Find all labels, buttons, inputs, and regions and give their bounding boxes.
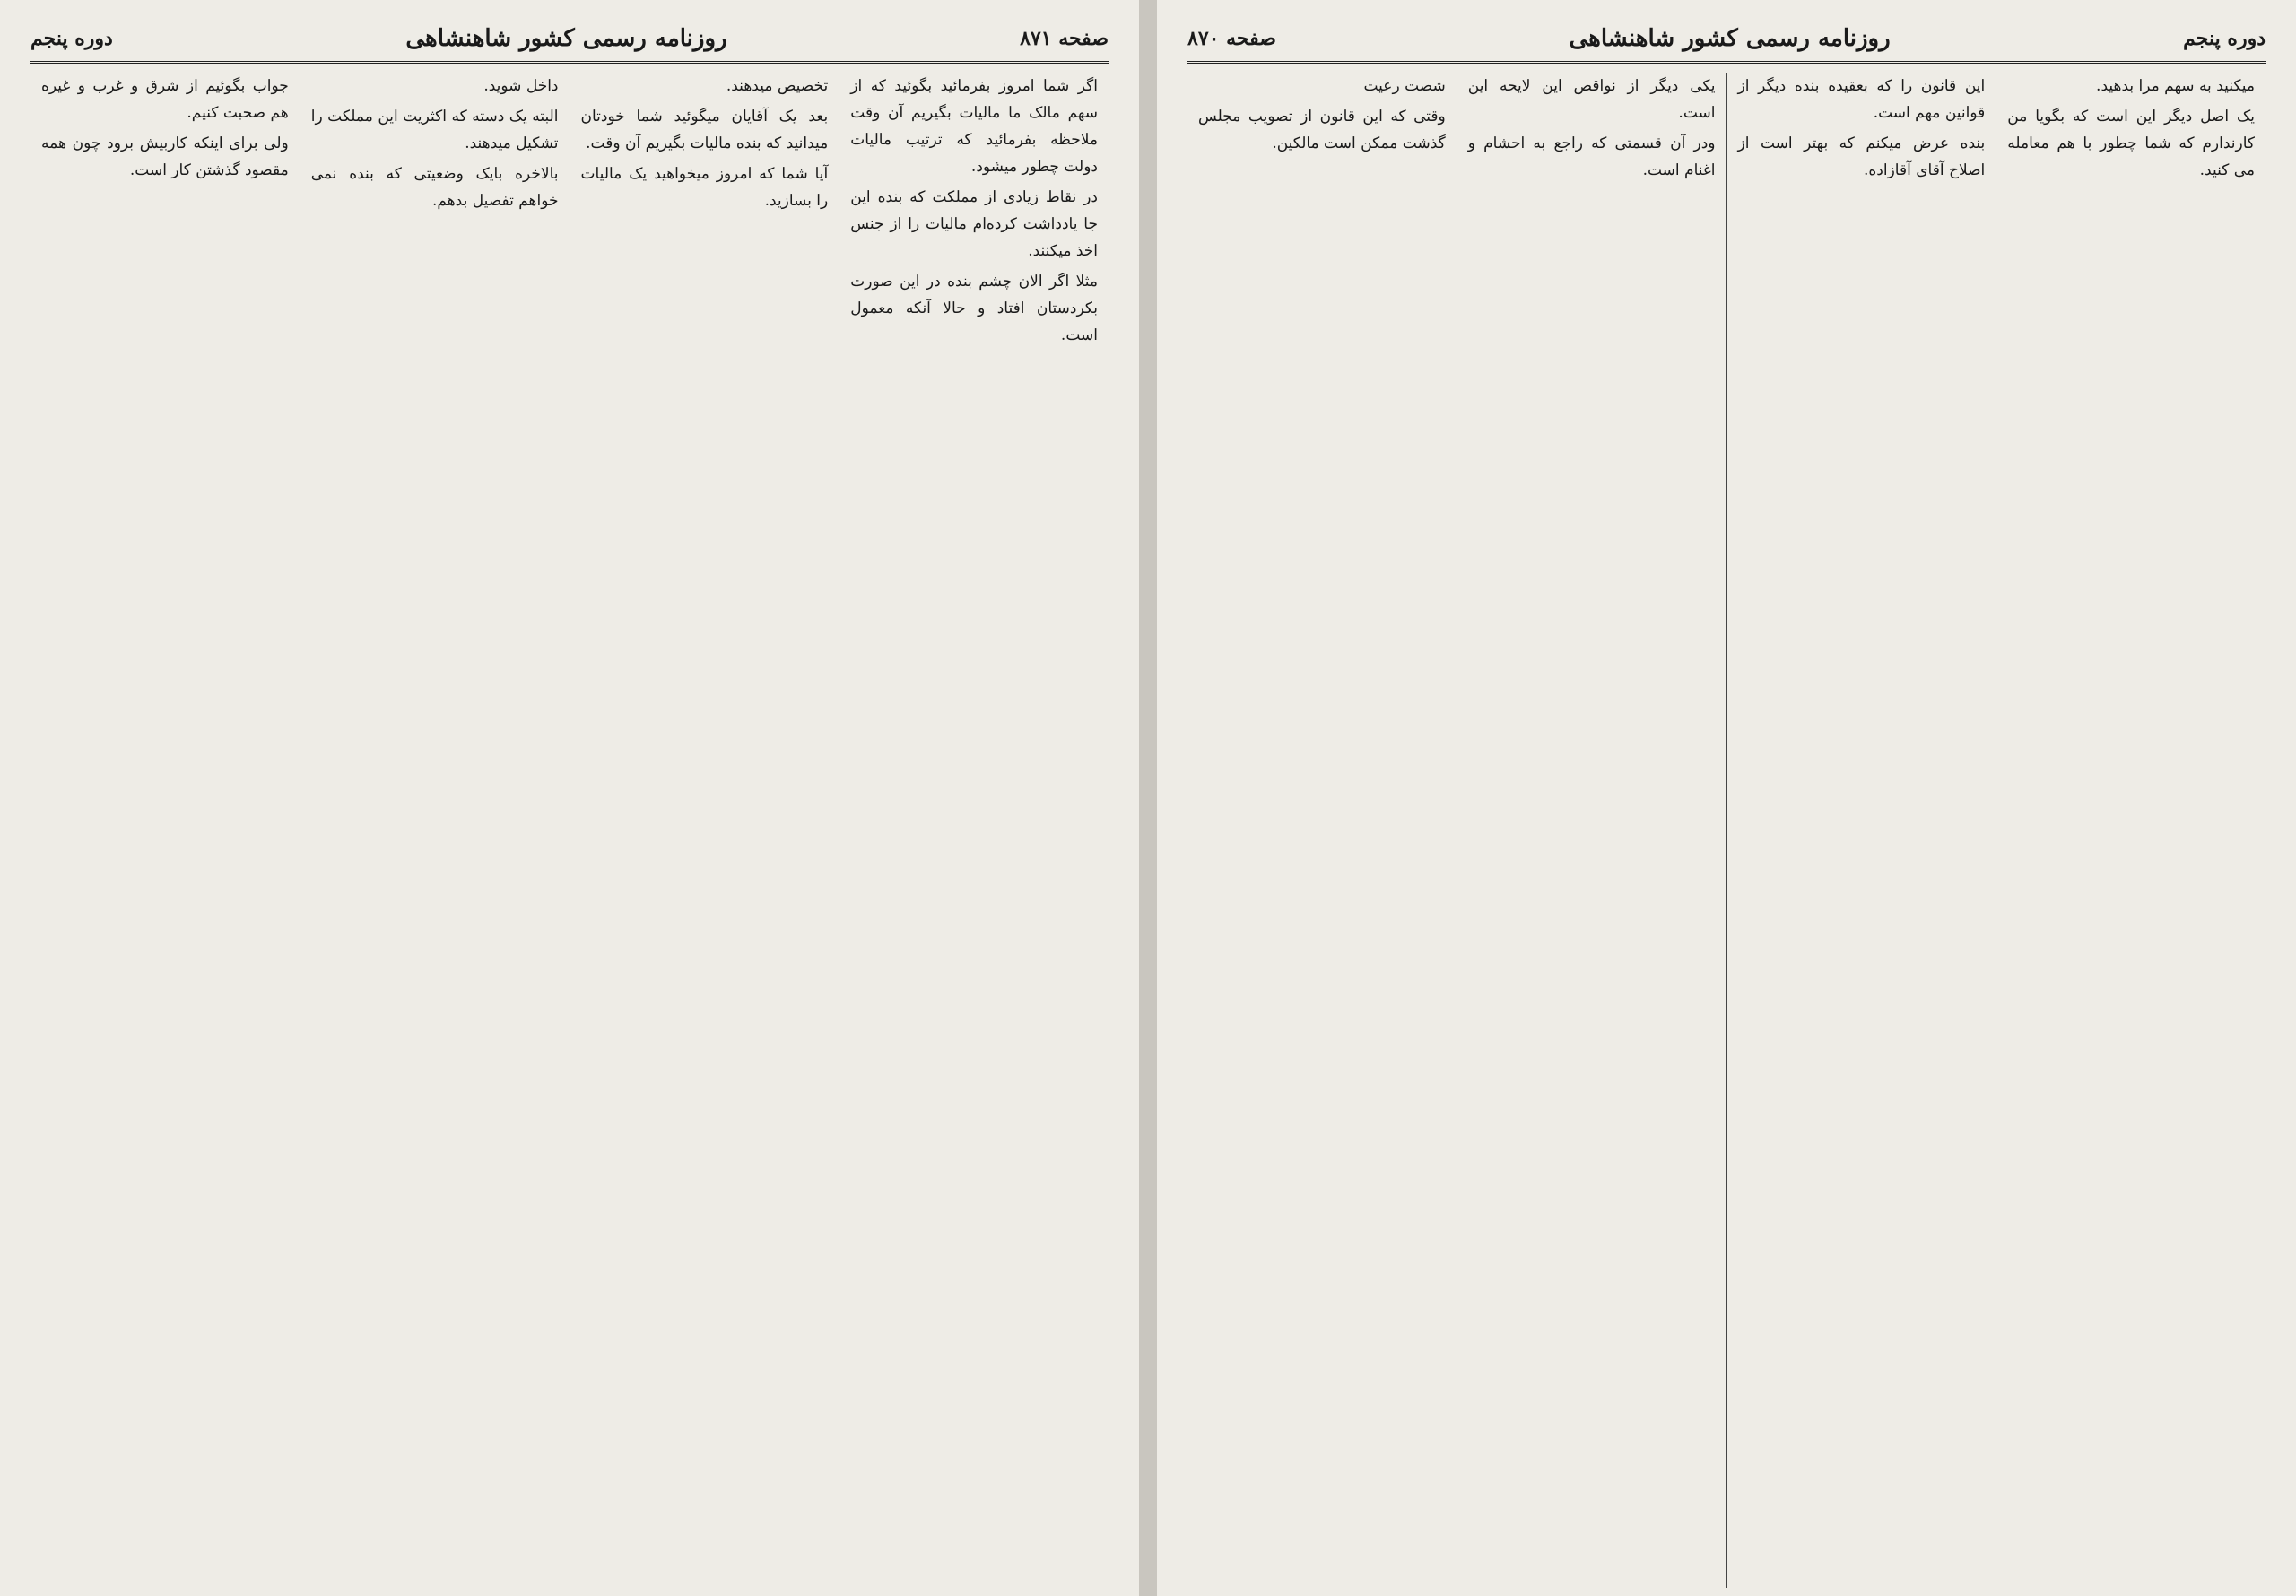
column	[570, 73, 839, 1588]
right-page	[1157, 0, 2296, 1596]
paragraph: میکنید به سهم مرا بدهید.	[2096, 77, 2255, 95]
paragraph: اگر شما امروز بفرمائید بگوئید که از سهم مالک ما مالیات بگیریم آن وقت ملاحظه بفرمائید که ترتیب مالیات دولت چطور میشود.	[850, 77, 1098, 176]
paragraph: یک اصل دیگر این است که بگویا من کارندارم که شما چطور با هم معامله می کنید.	[2007, 108, 2255, 179]
column	[1187, 73, 1457, 1588]
columns	[30, 73, 1109, 1588]
paragraph: شصت رعیت	[1363, 77, 1446, 95]
page-gutter	[1139, 0, 1157, 1596]
paragraph: بالاخره بایک وضعیتی که بنده نمی خواهم تفصیل بدهم.	[310, 165, 559, 210]
newspaper-title: روزنامه رسمی کشور شاهنشاهی	[405, 25, 727, 52]
paragraph: بنده عرض میکنم که بهتر است از اصلاح آقای آقازاده.	[1737, 134, 1986, 179]
newspaper-title: روزنامه رسمی کشور شاهنشاهی	[1569, 25, 1891, 52]
paragraph: تخصیص میدهند.	[726, 77, 829, 95]
paragraph: وقتی که این قانون از تصویب مجلس گذشت ممکن است مالکین.	[1198, 108, 1446, 152]
left-page	[0, 0, 1139, 1596]
paragraph: ودر آن قسمتی که راجع به احشام و اغنام است.	[1467, 134, 1716, 179]
paragraph: آیا شما که امروز میخواهید یک مالیات را بسازید.	[580, 165, 829, 210]
paragraph: البته یک دسته که اکثریت این مملکت را تشکیل میدهند.	[310, 108, 559, 152]
paragraph: داخل شوید.	[483, 77, 559, 95]
masthead	[1187, 16, 2266, 64]
paragraph: بعد یک آقایان میگوئید شما خودتان میدانید که بنده مالیات بگیریم آن وقت.	[580, 108, 829, 152]
page-number: صفحه ۸۷۰	[1187, 27, 1276, 50]
paragraph: مثلا اگر الان چشم بنده در این صورت بکردستان افتاد و حالا آنکه معمول است.	[850, 273, 1098, 344]
columns	[1187, 73, 2266, 1588]
paragraph: این قانون را که بعقیده بنده دیگر از قوانین مهم است.	[1737, 77, 1986, 122]
column	[30, 73, 300, 1588]
column	[300, 73, 570, 1588]
column	[1996, 73, 2266, 1588]
period-label: دوره پنجم	[2183, 27, 2266, 50]
period-label: دوره پنجم	[30, 27, 113, 50]
column	[1726, 73, 1996, 1588]
masthead	[30, 16, 1109, 64]
paragraph: جواب بگوئیم از شرق و غرب و غیره هم صحبت کنیم.	[41, 77, 289, 122]
column	[1457, 73, 1726, 1588]
column	[839, 73, 1109, 1588]
page-number: صفحه ۸۷۱	[1020, 27, 1109, 50]
paragraph: ولی برای اینکه کاربیش برود چون همه مقصود گذشتن کار است.	[41, 134, 289, 179]
paragraph: در نقاط زیادی از مملکت که بنده این جا یادداشت کرده‌ام مالیات را از جنس اخذ میکنند.	[850, 188, 1098, 260]
paragraph: یکی دیگر از نواقص این لایحه این است.	[1467, 77, 1716, 122]
